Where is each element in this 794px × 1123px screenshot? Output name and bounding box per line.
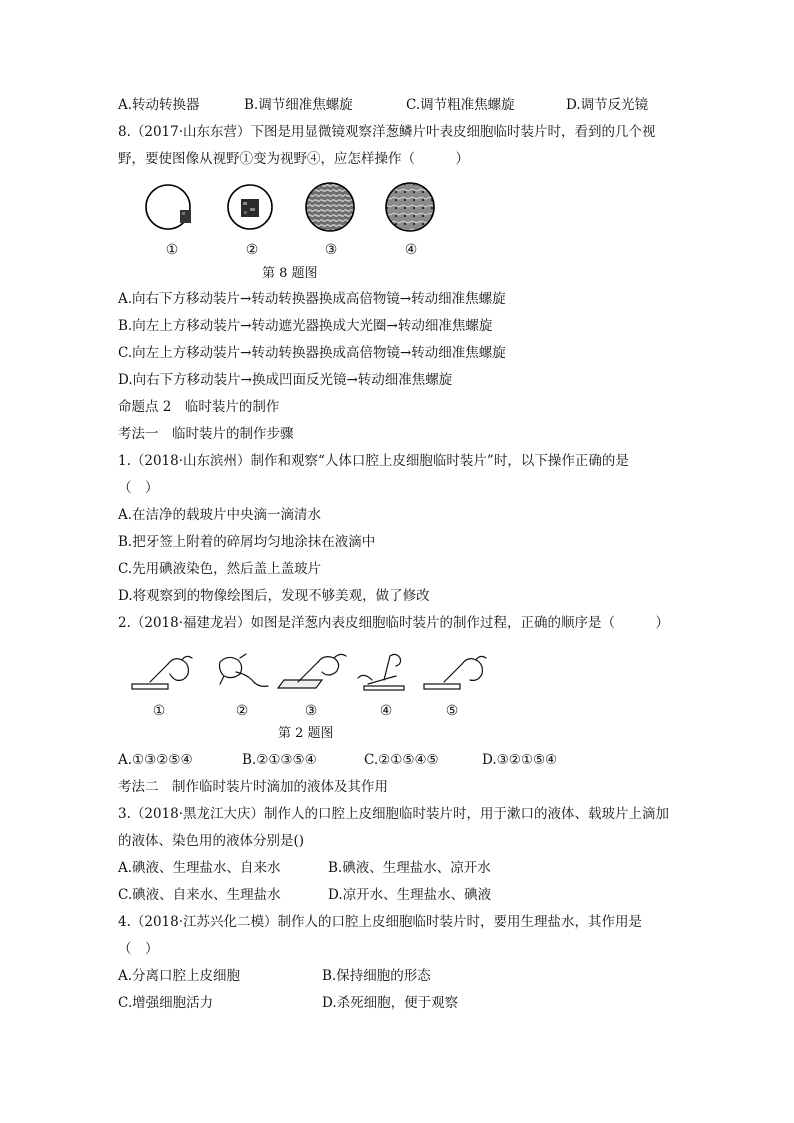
- q1-stem-line2: （ ）: [118, 480, 159, 496]
- step-4-drawing: [358, 654, 404, 690]
- q8-label-4: ④: [404, 242, 418, 258]
- q8-option-b: B.向左上方移动装片→转动遮光器换成大光圈→转动细准焦螺旋: [118, 318, 493, 334]
- q4-option-b: B.保持细胞的形态: [322, 968, 431, 984]
- q7-option-b: B.调节细准焦螺旋: [244, 97, 353, 113]
- q8-stem-line1: 8.（2017·山东东营）下图是用显微镜观察洋葱鳞片叶表皮细胞临时装片时，看到的几个视: [118, 124, 656, 140]
- q1-option-b: B.把牙签上附着的碎屑均匀地涂抹在液滴中: [118, 534, 376, 550]
- q1-option-a: A.在洁净的载玻片中央滴一滴清水: [118, 507, 322, 523]
- q8-label-3: ③: [324, 242, 338, 258]
- section-title: 命题点 2 临时装片的制作: [118, 399, 280, 415]
- q2-stem: 2.（2018·福建龙岩）如图是洋葱内表皮细胞临时装片的制作过程，正确的顺序是（ ）: [118, 615, 670, 631]
- q1-option-c: C.先用碘液染色，然后盖上盖玻片: [118, 561, 322, 577]
- step-1-drawing: [132, 656, 192, 689]
- q8-figure: [140, 178, 450, 240]
- q8-caption: 第 8 题图: [262, 266, 318, 281]
- q2-caption: 第 2 题图: [278, 726, 334, 741]
- method2-heading: 考法二 制作临时装片时滴加的液体及其作用: [118, 779, 388, 795]
- q8-option-d: D.向右下方移动装片→换成凹面反光镜→转动细准焦螺旋: [118, 372, 453, 388]
- q4-stem-line2: （ ）: [118, 941, 159, 957]
- view-4-field: [386, 183, 434, 231]
- q3-option-c: C.碘液、自来水、生理盐水: [118, 887, 281, 903]
- q2-label-2: ②: [235, 703, 249, 719]
- q8-option-c: C.向左上方移动装片→转动转换器换成高倍物镜→转动细准焦螺旋: [118, 345, 506, 361]
- q3-option-a: A.碘液、生理盐水、自来水: [118, 860, 281, 876]
- step-3-drawing: [278, 654, 346, 688]
- q3-stem-line2: 的液体、染色用的液体分别是(): [118, 833, 305, 849]
- view-2-field: [228, 185, 272, 229]
- q7-option-d: D.调节反光镜: [566, 97, 649, 113]
- view-3-field: [306, 183, 354, 231]
- q7-option-c: C.调节粗准焦螺旋: [406, 97, 515, 113]
- q2-option-d: D.③②①⑤④: [482, 752, 558, 768]
- q8-label-2: ②: [245, 242, 259, 258]
- q2-figure: [128, 650, 488, 700]
- q7-option-a: A.转动转换器: [118, 97, 200, 113]
- q8-stem-line2: 野，要使图像从视野①变为视野④，应怎样操作（ ）: [118, 151, 469, 167]
- step-2-drawing: [220, 654, 269, 686]
- q2-option-c: C.②①⑤④⑤: [364, 752, 439, 768]
- q4-option-a: A.分离口腔上皮细胞: [118, 968, 241, 984]
- q2-label-5: ⑤: [445, 703, 459, 719]
- q3-option-d: D.凉开水、生理盐水、碘液: [328, 887, 492, 903]
- q8-option-a: A.向右下方移动装片→转动转换器换成高倍物镜→转动细准焦螺旋: [118, 291, 506, 307]
- q2-option-b: B.②①③⑤④: [242, 752, 317, 768]
- q2-option-a: A.①③②⑤④: [118, 752, 193, 768]
- q4-stem-line1: 4.（2018·江苏兴化二模）制作人的口腔上皮细胞临时装片时，要用生理盐水，其作用是: [118, 914, 643, 930]
- q4-option-c: C.增强细胞活力: [118, 995, 214, 1011]
- q1-option-d: D.将观察到的物像绘图后，发现不够美观，做了修改: [118, 588, 430, 604]
- q2-label-3: ③: [304, 703, 318, 719]
- q2-label-1: ①: [152, 703, 166, 719]
- view-1-field: [146, 185, 191, 229]
- q4-option-d: D.杀死细胞，便于观察: [322, 995, 459, 1011]
- q3-stem-line1: 3.（2018·黑龙江大庆）制作人的口腔上皮细胞临时装片时，用于漱口的液体、载玻片上滴加: [118, 806, 670, 822]
- method1-heading: 考法一 临时装片的制作步骤: [118, 426, 294, 442]
- q2-label-4: ④: [379, 703, 393, 719]
- q3-option-b: B.碘液、生理盐水、凉开水: [328, 860, 491, 876]
- q8-label-1: ①: [165, 242, 179, 258]
- q1-stem-line1: 1.（2018·山东滨州）制作和观察“人体口腔上皮细胞临时装片”时，以下操作正确的是: [118, 453, 629, 469]
- step-5-drawing: [424, 656, 486, 689]
